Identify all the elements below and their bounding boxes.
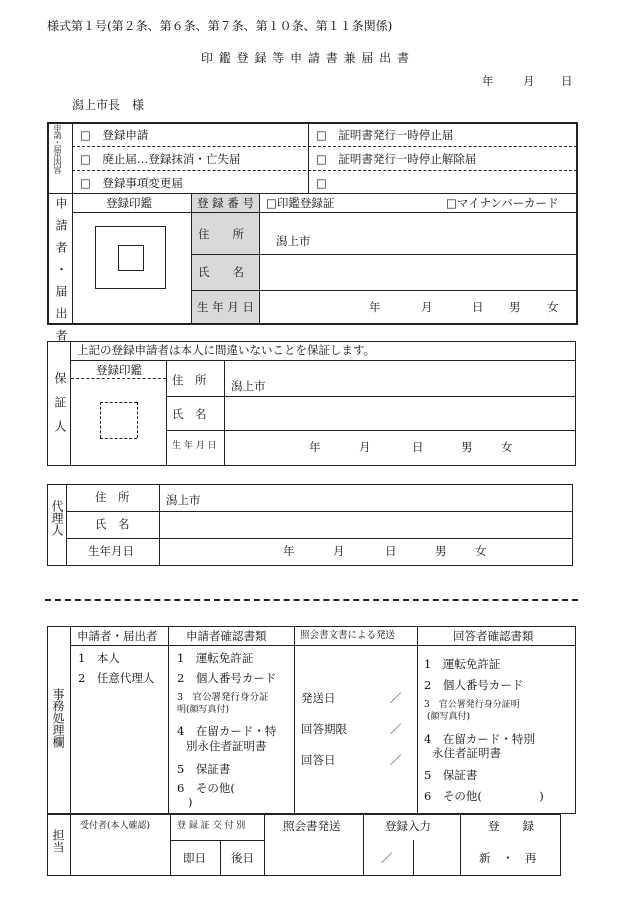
address-value[interactable]: 潟上市 bbox=[276, 234, 311, 248]
male-option[interactable]: 男 bbox=[509, 300, 521, 314]
agent-name-label: 氏 名 bbox=[95, 517, 130, 531]
guarantor-male[interactable]: 男 bbox=[461, 440, 473, 454]
agent-dob-label: 生年月日 bbox=[88, 544, 134, 558]
guarantor-side-label: 保証人 bbox=[53, 372, 67, 444]
reply-doc-residence-card-note: 永住者証明書 bbox=[432, 746, 501, 760]
dob-label: 生 年 月 日 bbox=[197, 300, 254, 314]
office-side-label: 事務処理欄 bbox=[51, 688, 65, 748]
staff-header-input: 登録入力 bbox=[385, 819, 431, 833]
input-slash: ／ bbox=[381, 851, 393, 865]
dob-year: 年 bbox=[369, 300, 381, 314]
reply-doc-official-id[interactable]: 3 官公署発行身分証明 bbox=[424, 700, 520, 710]
guarantor-address-value[interactable]: 潟上市 bbox=[231, 379, 266, 393]
guarantor-female[interactable]: 女 bbox=[501, 440, 513, 454]
date-month-label: 月 bbox=[523, 74, 535, 88]
reply-deadline-slash: ／ bbox=[390, 722, 402, 736]
send-date-slash: ／ bbox=[390, 691, 402, 705]
guarantee-statement: 上記の登録申請者は本人に間違いないことを保証します。 bbox=[77, 343, 376, 357]
date-day-label: 日 bbox=[561, 74, 573, 88]
issue-later[interactable]: 後日 bbox=[231, 851, 254, 865]
option-abolish[interactable]: □ 廃止届…登録抹消・亡失届 bbox=[80, 152, 241, 166]
reg-number-label: 登 録 番 号 bbox=[197, 196, 254, 210]
doc-mynumber[interactable]: 2 個人番号カード bbox=[177, 671, 277, 685]
office-col1-header: 申請者・届出者 bbox=[77, 629, 158, 643]
agent-dob-month: 月 bbox=[333, 544, 345, 558]
agent-side-label: 代理人 bbox=[50, 500, 64, 536]
applicant-side-label: 申請者・届出者 bbox=[54, 197, 68, 351]
guarantor-name-label: 氏 名 bbox=[172, 407, 207, 421]
guarantor-seal-box[interactable] bbox=[100, 402, 137, 438]
reply-doc-residence-card[interactable]: 4 在留カード・特別 bbox=[424, 732, 535, 746]
guarantor-dob-year: 年 bbox=[309, 440, 321, 454]
doc-license[interactable]: 1 運転免許証 bbox=[177, 651, 254, 665]
contents-side-label: 申請・届出内容 bbox=[53, 124, 62, 173]
agent-address-value[interactable]: 潟上市 bbox=[166, 493, 201, 507]
dob-month: 月 bbox=[421, 300, 433, 314]
staff-header-inquiry: 照会書発送 bbox=[283, 819, 341, 833]
guarantor-address-label: 住 所 bbox=[172, 373, 207, 387]
reply-deadline-label: 回答期限 bbox=[301, 722, 347, 736]
send-date-label: 発送日 bbox=[301, 691, 336, 705]
seal-label: 登録印鑑 bbox=[106, 196, 152, 210]
card-option-mynumber[interactable]: □マイナンバーカード bbox=[446, 196, 559, 210]
cut-line bbox=[45, 599, 578, 601]
doc-other-close: ) bbox=[188, 795, 193, 809]
doc-other[interactable]: 6 その他( bbox=[177, 781, 235, 795]
option-other[interactable]: □ bbox=[316, 176, 327, 190]
office-col2-header: 申請者確認書類 bbox=[186, 629, 267, 643]
female-option[interactable]: 女 bbox=[547, 300, 559, 314]
agent-dob-day: 日 bbox=[385, 544, 397, 558]
reply-doc-other[interactable]: 6 その他( ) bbox=[424, 789, 544, 803]
staff-header-receptionist: 受付者(本人確認) bbox=[80, 821, 151, 831]
agent-address-label: 住 所 bbox=[95, 490, 130, 504]
guarantor-dob-label: 生 年 月 日 bbox=[172, 441, 217, 451]
guarantor-dob-day: 日 bbox=[412, 440, 424, 454]
staff-header-card-issue: 登 録 証 交 付 別 bbox=[177, 821, 246, 831]
dob-day: 日 bbox=[472, 300, 484, 314]
addressee: 潟上市長 様 bbox=[72, 98, 145, 112]
card-option-seal[interactable]: □印鑑登録証 bbox=[266, 196, 335, 210]
reply-doc-mynumber[interactable]: 2 個人番号カード bbox=[424, 678, 524, 692]
guarantor-seal-label: 登録印鑑 bbox=[96, 363, 142, 377]
address-label: 住 所 bbox=[198, 227, 244, 241]
reply-doc-license[interactable]: 1 運転免許証 bbox=[424, 657, 501, 671]
option-register[interactable]: □ 登録申請 bbox=[80, 128, 149, 142]
reply-doc-official-id-note: (顔写真付) bbox=[427, 712, 471, 722]
reply-doc-guarantee[interactable]: 5 保証書 bbox=[424, 768, 478, 782]
option-unsuspend[interactable]: □ 証明書発行一時停止解除届 bbox=[316, 152, 477, 166]
staff-header-register: 登 録 bbox=[488, 819, 534, 833]
name-label: 氏 名 bbox=[198, 265, 244, 279]
office-col4-header: 回答者確認書類 bbox=[453, 629, 534, 643]
option-suspend[interactable]: □ 証明書発行一時停止届 bbox=[316, 128, 454, 142]
doc-residence-card-note: 別永住者証明書 bbox=[186, 739, 267, 753]
option-change[interactable]: □ 登録事項変更届 bbox=[80, 176, 183, 190]
doc-official-id[interactable]: 3 官公署発行身分証 bbox=[177, 692, 269, 703]
reply-date-label: 回答日 bbox=[301, 753, 336, 767]
guarantor-dob-month: 月 bbox=[359, 440, 371, 454]
seal-inner-mark bbox=[118, 245, 144, 271]
doc-guarantee[interactable]: 5 保証書 bbox=[177, 762, 231, 776]
form-number: 様式第１号(第２条、第６条、第７条、第１０条、第１１条関係) bbox=[47, 19, 393, 33]
staff-side-label: 担当 bbox=[51, 829, 65, 853]
office-col3-header: 照会書文書による発送 bbox=[300, 630, 396, 641]
issue-same-day[interactable]: 即日 bbox=[183, 851, 206, 865]
agent-dob-year: 年 bbox=[283, 544, 295, 558]
applicant-type-agent[interactable]: 2 任意代理人 bbox=[78, 671, 155, 685]
doc-official-id-note: 明(顔写真付) bbox=[177, 705, 230, 715]
reply-date-slash: ／ bbox=[390, 753, 402, 767]
date-year-label: 年 bbox=[482, 74, 494, 88]
new-renew[interactable]: 新 ・ 再 bbox=[479, 851, 537, 865]
doc-residence-card[interactable]: 4 在留カード・特 bbox=[177, 724, 277, 738]
applicant-type-self[interactable]: 1 本人 bbox=[78, 651, 120, 665]
agent-female[interactable]: 女 bbox=[475, 544, 487, 558]
page-title: 印 鑑 登 録 等 申 請 書 兼 届 出 書 bbox=[201, 51, 410, 65]
agent-male[interactable]: 男 bbox=[435, 544, 447, 558]
